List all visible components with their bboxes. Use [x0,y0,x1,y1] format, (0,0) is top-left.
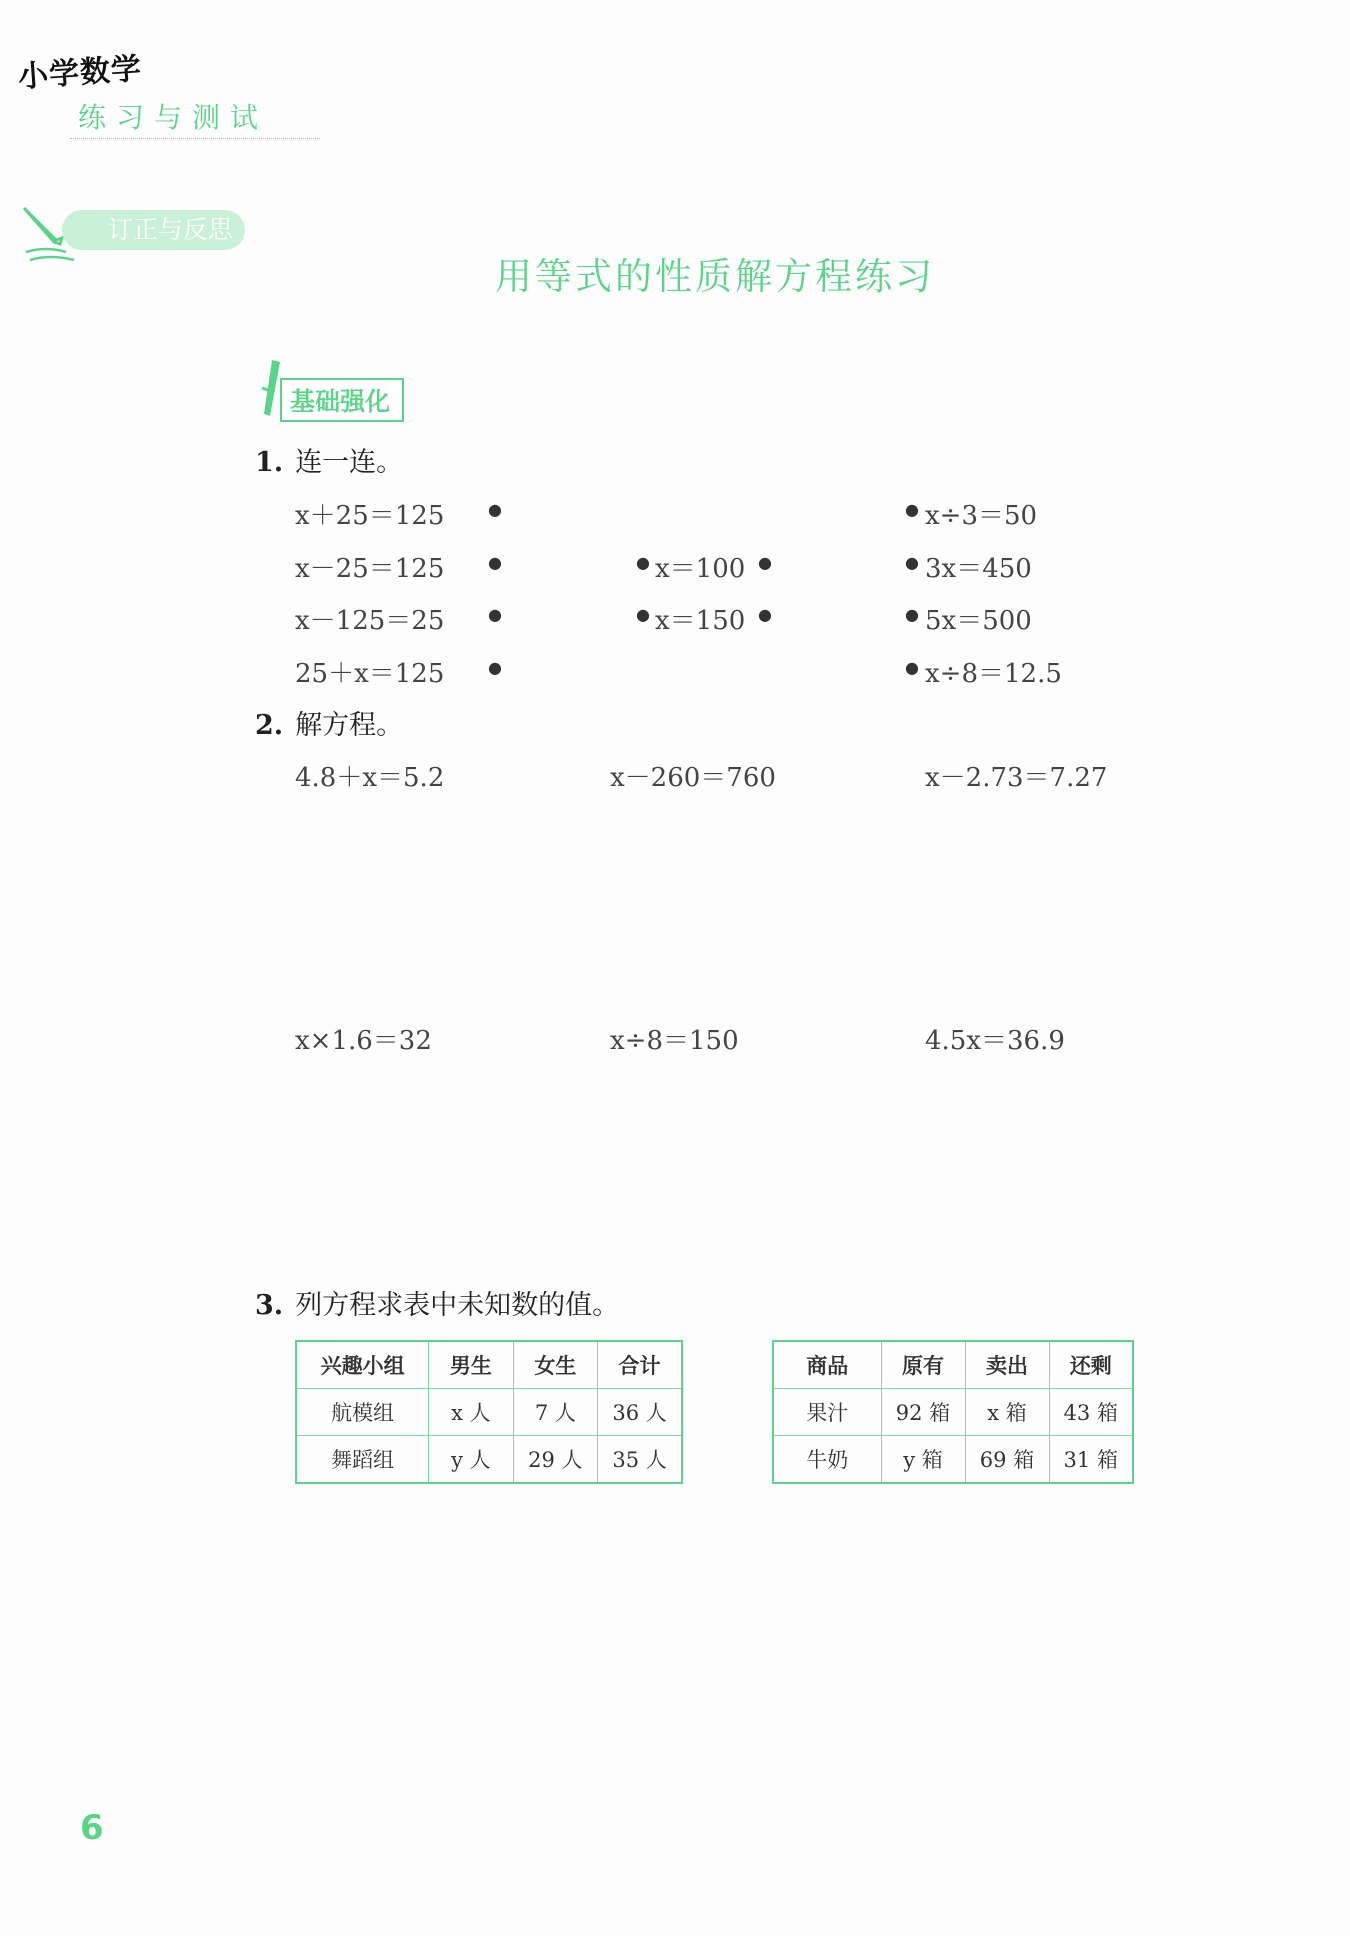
table-header-cell: 卖出 [965,1341,1049,1389]
match-left-item: 25＋x＝125 [295,659,445,689]
goods-table [772,1340,1134,1484]
equation: 4.5x＝36.9 [925,1026,1065,1056]
equation: x×1.6＝32 [295,1026,432,1056]
question-prompt: 解方程。 [295,710,404,741]
match-dot[interactable]: ● [905,658,919,677]
table-header-cell: 女生 [513,1341,597,1389]
table-row [296,1436,682,1484]
table-header-cell: 还剩 [1049,1341,1133,1389]
table-cell: 43 箱 [1049,1389,1133,1436]
match-middle-item: x＝150 [655,606,746,636]
page-title: 用等式的性质解方程练习 [495,255,935,298]
question-prompt: 连一连。 [295,447,404,478]
question-2-heading [255,703,403,742]
match-dot[interactable]: ● [488,605,502,624]
table-header-row [773,1341,1133,1389]
match-middle-item: x＝100 [655,554,746,584]
table-cell: 36 人 [598,1389,682,1436]
book-subtitle: 练习与测试 [78,101,269,134]
match-dot[interactable]: ● [758,553,772,572]
table-row [773,1436,1133,1484]
table-row [773,1389,1133,1436]
table-cell: 7 人 [513,1389,597,1436]
table-cell: y 箱 [881,1436,965,1484]
table-header-cell: 原有 [881,1341,965,1389]
table-header-cell: 兴趣小组 [296,1341,429,1389]
equation: 4.8＋x＝5.2 [295,763,445,793]
question-number: 1. [255,447,284,478]
header-divider [70,138,320,139]
match-dot[interactable]: ● [636,605,650,624]
match-dot[interactable]: ● [488,500,502,519]
table-cell: 69 箱 [965,1436,1049,1484]
table-cell: x 人 [429,1389,513,1436]
match-dot[interactable]: ● [758,605,772,624]
table-row [296,1389,682,1436]
table-cell: 31 箱 [1049,1436,1133,1484]
question-number: 2. [255,710,284,741]
match-dot[interactable]: ● [905,553,919,572]
equation: x÷8＝150 [610,1026,739,1056]
table-header-cell: 合计 [598,1341,682,1389]
table-cell: y 人 [429,1436,513,1484]
match-left-item: x－25＝125 [295,554,445,584]
table-header-cell: 男生 [429,1341,513,1389]
table-cell: 牛奶 [773,1436,881,1484]
match-right-item: x÷8＝12.5 [925,659,1062,689]
question-number: 3. [255,1290,284,1321]
equation: x－2.73＝7.27 [925,763,1108,793]
match-dot[interactable]: ● [488,658,502,677]
table-cell: 29 人 [513,1436,597,1484]
match-left-item: x－125＝25 [295,606,445,636]
match-dot[interactable]: ● [905,605,919,624]
match-left-item: x＋25＝125 [295,501,445,531]
page-number: 6 [80,1808,104,1848]
table-cell: 果汁 [773,1389,881,1436]
table-cell: 35 人 [598,1436,682,1484]
match-dot[interactable]: ● [488,553,502,572]
equation: x－260＝760 [610,763,776,793]
question-prompt: 列方程求表中未知数的值。 [295,1290,620,1321]
table-cell: 舞蹈组 [296,1436,429,1484]
table-cell: x 箱 [965,1389,1049,1436]
question-1-heading [255,440,403,479]
match-dot[interactable]: ● [905,500,919,519]
book-title: 小学数学 [17,51,144,95]
table-cell: 92 箱 [881,1389,965,1436]
interest-group-table [295,1340,683,1484]
table-header-row [296,1341,682,1389]
match-dot[interactable]: ● [636,553,650,572]
match-right-item: 5x＝500 [925,606,1032,636]
table-cell: 航模组 [296,1389,429,1436]
question-3-heading [255,1283,619,1322]
match-right-item: 3x＝450 [925,554,1032,584]
match-right-item: x÷3＝50 [925,501,1038,531]
margin-note-label: 订正与反思 [108,215,234,244]
table-header-cell: 商品 [773,1341,881,1389]
margin-note-badge [62,210,245,250]
section-badge: 基础强化 [280,378,404,422]
